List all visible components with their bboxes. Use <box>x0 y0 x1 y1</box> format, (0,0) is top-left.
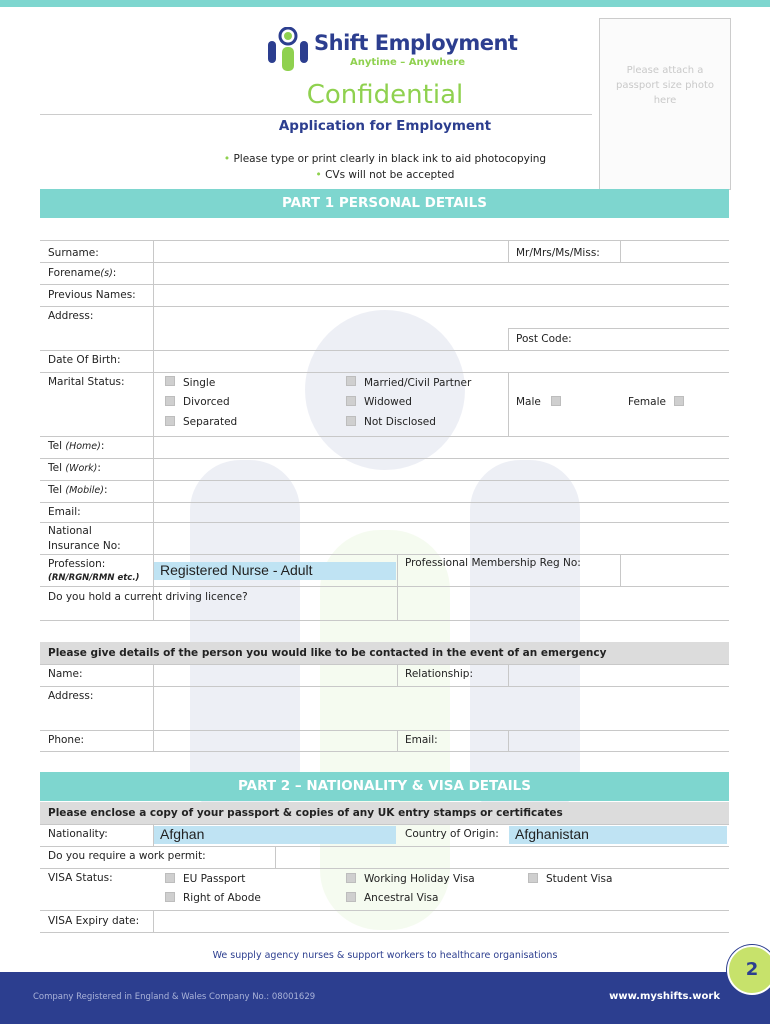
row-line <box>40 480 729 481</box>
part1-heading: PART 1 PERSONAL DETAILS <box>40 189 729 218</box>
checkbox-right-of-abode[interactable] <box>165 892 175 902</box>
checkbox-single[interactable] <box>165 376 175 386</box>
ni-label-1: National <box>48 525 92 537</box>
row-line <box>40 620 729 621</box>
top-accent-bar <box>0 0 770 7</box>
website-link[interactable]: www.myshifts.work <box>609 991 720 1002</box>
tel-work-label: Tel (Work): <box>48 462 101 474</box>
title-label: Mr/Mrs/Ms/Miss: <box>516 247 600 259</box>
country-label: Country of Origin: <box>405 828 499 840</box>
row-line <box>40 686 729 687</box>
surname-label: Surname: <box>48 247 99 259</box>
logo-name: Shift Employment <box>314 31 518 55</box>
emergency-address-label: Address: <box>48 690 94 702</box>
row-line <box>508 328 729 329</box>
row-line <box>40 910 729 911</box>
col-line <box>620 240 621 262</box>
option-label: Not Disclosed <box>364 416 436 428</box>
checkbox-student-visa[interactable] <box>528 873 538 883</box>
relationship-label: Relationship: <box>405 668 473 680</box>
row-line <box>40 868 729 869</box>
title-divider <box>40 114 592 115</box>
membership-label: Professional Membership Reg No: <box>405 557 581 569</box>
previous-names-label: Previous Names: <box>48 289 136 301</box>
row-line <box>40 372 729 373</box>
checkbox-widowed[interactable] <box>346 396 356 406</box>
row-line <box>40 586 729 587</box>
country-input[interactable]: Afghanistan <box>509 826 727 844</box>
nationality-input[interactable]: Afghan <box>154 826 396 844</box>
page-title: Confidential <box>306 80 464 110</box>
checkbox-working-holiday[interactable] <box>346 873 356 883</box>
row-line <box>40 522 729 523</box>
row-line <box>40 664 729 665</box>
row-line <box>40 554 729 555</box>
row-line <box>40 824 729 825</box>
row-line <box>40 730 729 731</box>
row-line <box>40 240 729 241</box>
checkbox-married[interactable] <box>346 376 356 386</box>
nationality-label: Nationality: <box>48 828 108 840</box>
col-line <box>508 328 509 350</box>
photo-instructions: Please attach a passport size photo here <box>616 65 714 106</box>
permit-label: Do you require a work permit: <box>48 850 206 862</box>
row-line <box>40 284 729 285</box>
col-line <box>153 910 154 932</box>
page-number: 2 <box>745 959 759 980</box>
marital-status-label: Marital Status: <box>48 376 125 388</box>
row-line <box>40 350 729 351</box>
tel-home-label: Tel (Home): <box>48 440 105 452</box>
row-line <box>40 846 729 847</box>
emergency-name-label: Name: <box>48 668 83 680</box>
option-label: Married/Civil Partner <box>364 377 472 389</box>
option-label: Widowed <box>364 396 412 408</box>
checkbox-female[interactable] <box>674 396 684 406</box>
profession-input[interactable]: Registered Nurse - Adult <box>154 562 396 580</box>
checkbox-not-disclosed[interactable] <box>346 416 356 426</box>
emergency-email-label: Email: <box>405 734 438 746</box>
people-icon <box>264 27 312 71</box>
supply-statement: We supply agency nurses & support workers to healthcare organisations <box>212 950 558 961</box>
option-label: EU Passport <box>183 873 246 885</box>
option-label: Working Holiday Visa <box>364 873 475 885</box>
visa-expiry-label: VISA Expiry date: <box>48 915 140 927</box>
emergency-phone-label: Phone: <box>48 734 85 746</box>
part2-note: Please enclose a copy of your passport & copies of any UK entry stamps or certificates <box>40 802 729 824</box>
col-line <box>508 372 509 436</box>
emergency-heading: Please give details of the person you would like to be contacted in the event of an emergency <box>40 642 729 664</box>
row-line <box>40 932 729 933</box>
option-label: Female <box>628 396 666 408</box>
page-subtitle: Application for Employment <box>278 118 492 134</box>
option-label: Student Visa <box>546 873 613 885</box>
part2-heading: PART 2 – NATIONALITY & VISA DETAILS <box>40 772 729 801</box>
dob-label: Date Of Birth: <box>48 354 121 366</box>
checkbox-ancestral-visa[interactable] <box>346 892 356 902</box>
col-line <box>620 554 621 586</box>
col-line <box>508 240 509 262</box>
forename-label: Forename(s): <box>48 267 117 279</box>
profession-label: Profession: <box>48 558 106 570</box>
col-line <box>397 554 398 620</box>
email-label: Email: <box>48 506 81 518</box>
col-line <box>275 846 276 868</box>
row-line <box>40 751 729 752</box>
company-logo <box>264 27 518 75</box>
col-line <box>508 730 509 751</box>
option-label: Separated <box>183 416 238 428</box>
company-registration: Company Registered in England & Wales Company No.: 08001629 <box>33 992 316 1002</box>
row-line <box>40 458 729 459</box>
col-line <box>508 664 509 686</box>
row-line <box>40 436 729 437</box>
col-line <box>397 664 398 686</box>
col-line <box>153 664 154 751</box>
checkbox-separated[interactable] <box>165 416 175 426</box>
address-label: Address: <box>48 310 94 322</box>
visa-status-label: VISA Status: <box>48 872 113 884</box>
row-line <box>40 502 729 503</box>
col-line <box>397 730 398 751</box>
checkbox-male[interactable] <box>551 396 561 406</box>
logo-tagline: Anytime – Anywhere <box>350 57 465 68</box>
page-number-badge <box>727 945 770 995</box>
option-label: Ancestral Visa <box>364 892 439 904</box>
option-label: Right of Abode <box>183 892 261 904</box>
checkbox-eu-passport[interactable] <box>165 873 175 883</box>
checkbox-divorced[interactable] <box>165 396 175 406</box>
tel-mobile-label: Tel (Mobile): <box>48 484 108 496</box>
ni-label-2: Insurance No: <box>48 540 121 552</box>
instruction-bullet: • Please type or print clearly in black ink to aid photocopying <box>223 153 547 165</box>
instruction-bullet: • CVs will not be accepted <box>315 169 455 181</box>
driving-label: Do you hold a current driving licence? <box>48 591 248 603</box>
row-line <box>40 262 729 263</box>
row-line <box>40 306 729 307</box>
option-label: Single <box>183 377 216 389</box>
option-label: Male <box>516 396 541 408</box>
post-code-label: Post Code: <box>516 333 572 345</box>
profession-note: (RN/RGN/RMN etc.) <box>48 573 140 583</box>
option-label: Divorced <box>183 396 230 408</box>
